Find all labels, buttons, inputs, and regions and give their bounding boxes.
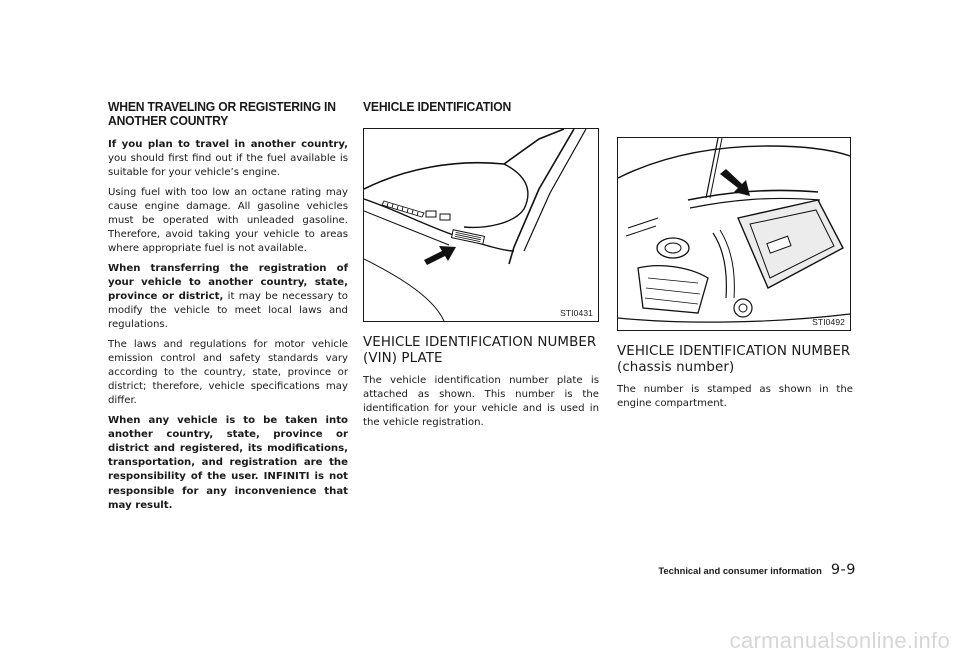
right-column — [617, 137, 853, 416]
figure-label-sti0431: STI0431 — [560, 307, 593, 318]
footer-section-label: Technical and consumer information — [658, 565, 822, 576]
middle-column — [363, 100, 599, 435]
paragraph-responsibility-bold: When any vehicle is to be taken into another country, state, province or district and registered, its modifications, transportation, and registration are the responsibility of the user. INFINITI is not responsible for any inconvenience that may result. — [108, 414, 348, 511]
paragraph-vin-plate: The vehicle identification number plate is attached as shown. This number is the identification for your vehicle and is used in the vehicle registration. — [363, 374, 599, 429]
paragraph-registration-text: it may be necessary to modify the vehicle to meet local laws and regulations. — [108, 291, 348, 331]
figure-label-sti0492: STI0492 — [812, 317, 845, 327]
paragraph-laws: The laws and regulations for motor vehicle emission control and safety standards vary according to the country, state, province or district; therefore, vehicle specifications may differ. — [108, 338, 348, 407]
paragraph-travel-fuel-bold: If you plan to travel in another country, — [108, 139, 348, 150]
paragraph-octane: Using fuel with too low an octane rating may cause engine damage. All gasoline vehicles must be operated with unleaded gasoline. Therefore, avoid taking your vehicle to areas where appropriate fuel is not available. — [108, 186, 348, 255]
paragraph-registration-bold: When transferring the registration of your vehicle to another country, state, province or district, — [108, 262, 348, 303]
paragraph-travel-fuel-text: you should first find out if the fuel available is suitable for your vehicle’s engine. — [108, 153, 348, 179]
paragraph-travel-fuel — [108, 138, 348, 181]
subheading-chassis-number: VEHICLE IDENTIFICATION NUMBER (chassis number) — [617, 344, 851, 375]
paragraph-chassis-number: The number is stamped as shown in the engine compartment. — [617, 384, 853, 410]
left-column — [108, 100, 348, 518]
page-footer — [658, 562, 856, 578]
vin-plate-figure — [363, 128, 599, 322]
paragraph-responsibility — [108, 414, 348, 513]
paragraph-registration — [108, 262, 348, 333]
section-heading-vehicle-id: VEHICLE IDENTIFICATION — [363, 99, 512, 114]
section-heading-travel: WHEN TRAVELING OR REGISTERING IN ANOTHER COUNTRY — [108, 99, 336, 128]
watermark: carmanualsonline.info — [729, 628, 950, 653]
page-number: 9-9 — [830, 562, 856, 578]
subheading-vin-plate: VEHICLE IDENTIFICATION NUMBER (VIN) PLATE — [363, 334, 597, 366]
vin-plate-illustration — [364, 129, 598, 321]
engine-compartment-figure — [617, 137, 851, 331]
engine-compartment-illustration — [618, 138, 850, 330]
